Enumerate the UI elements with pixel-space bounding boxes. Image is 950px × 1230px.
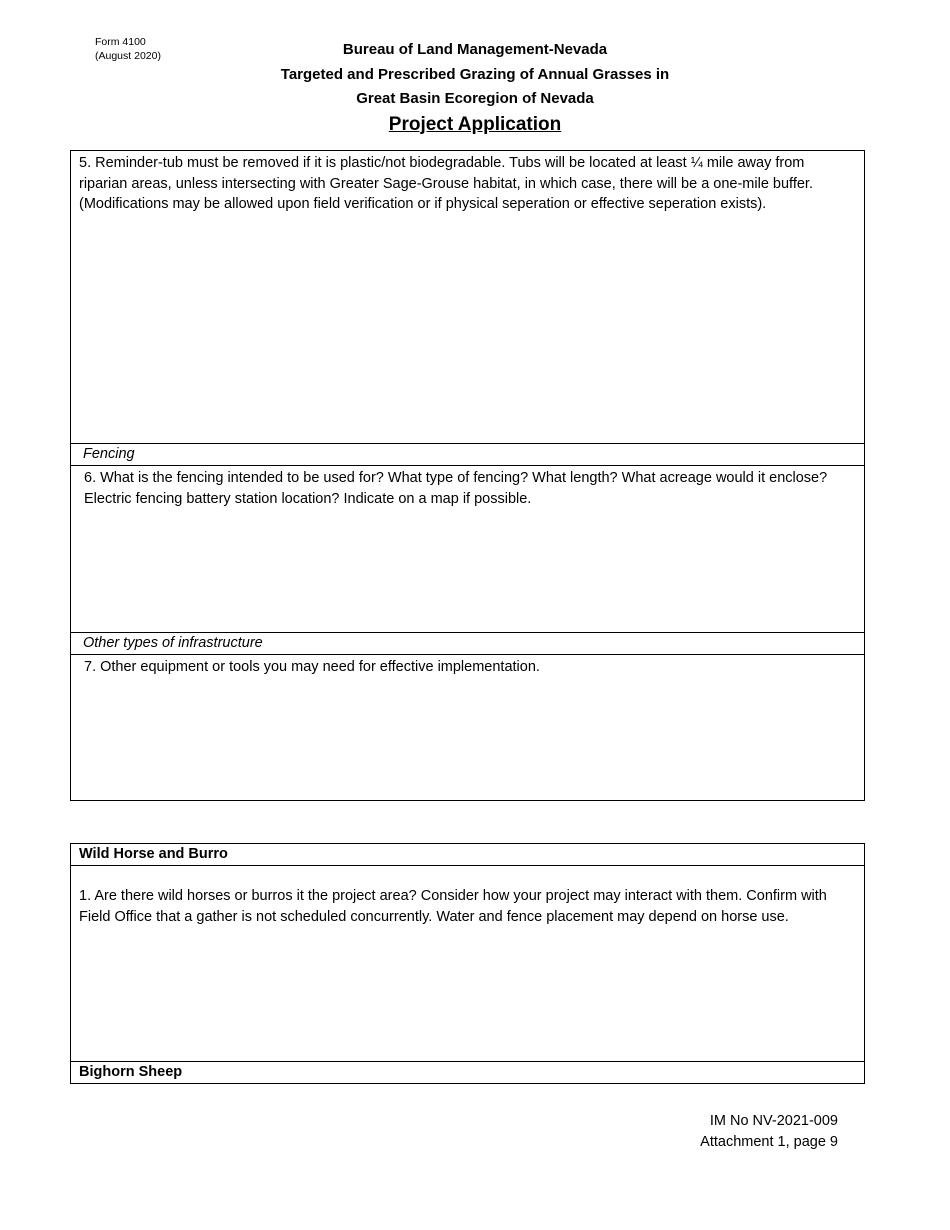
question-7-cell[interactable]	[71, 655, 864, 800]
page-footer	[700, 1111, 838, 1153]
section-wild-horse-burro: Wild Horse and Burro	[71, 844, 864, 866]
question-1-cell[interactable]	[71, 866, 864, 1062]
question-6-cell[interactable]	[71, 466, 864, 633]
header-region: Great Basin Ecoregion of Nevada	[356, 90, 594, 107]
question-6-text: 6. What is the fencing intended to be used for? What type of fencing? What length? What acreage would it enclose? Electric fencing battery station location? Indicate on a map if possible.	[84, 470, 828, 507]
footer-im-number: IM No NV-2021-009	[709, 1113, 838, 1129]
wildlife-table	[70, 843, 865, 1084]
question-5-cell[interactable]	[71, 151, 864, 444]
form-date: (August 2020)	[95, 50, 161, 62]
section-other-infrastructure: Other types of infrastructure	[71, 633, 864, 655]
page-title: Project Application	[388, 113, 562, 135]
document-header	[0, 38, 950, 138]
header-program: Targeted and Prescribed Grazing of Annual Grasses in	[280, 65, 670, 83]
form-number: Form 4100	[95, 36, 146, 48]
footer-attachment: Attachment 1, page 9	[700, 1134, 838, 1150]
infrastructure-table	[70, 150, 865, 801]
question-5-text: 5. Reminder-tub must be removed if it is plastic/not biodegradable. Tubs will be located at least ¼ mile away from riparian areas, unless intersecting with Greater Sage-Grouse habitat, in which case, there will be a one-mile buffer. (Modifications may be allowed upon field verification or if physical seperation or effective seperation exists).	[79, 155, 813, 212]
section-fencing: Fencing	[71, 444, 864, 466]
header-agency: Bureau of Land Management-Nevada	[342, 41, 608, 58]
question-1-text: 1. Are there wild horses or burros it the project area? Consider how your project may interact with them. Confirm with Field Office that a gather is not scheduled concurrently. Water and fence placement may depend on horse use.	[79, 888, 827, 925]
question-7-text: 7. Other equipment or tools you may need for effective implementation.	[84, 659, 540, 675]
section-bighorn-sheep: Bighorn Sheep	[79, 1064, 183, 1080]
